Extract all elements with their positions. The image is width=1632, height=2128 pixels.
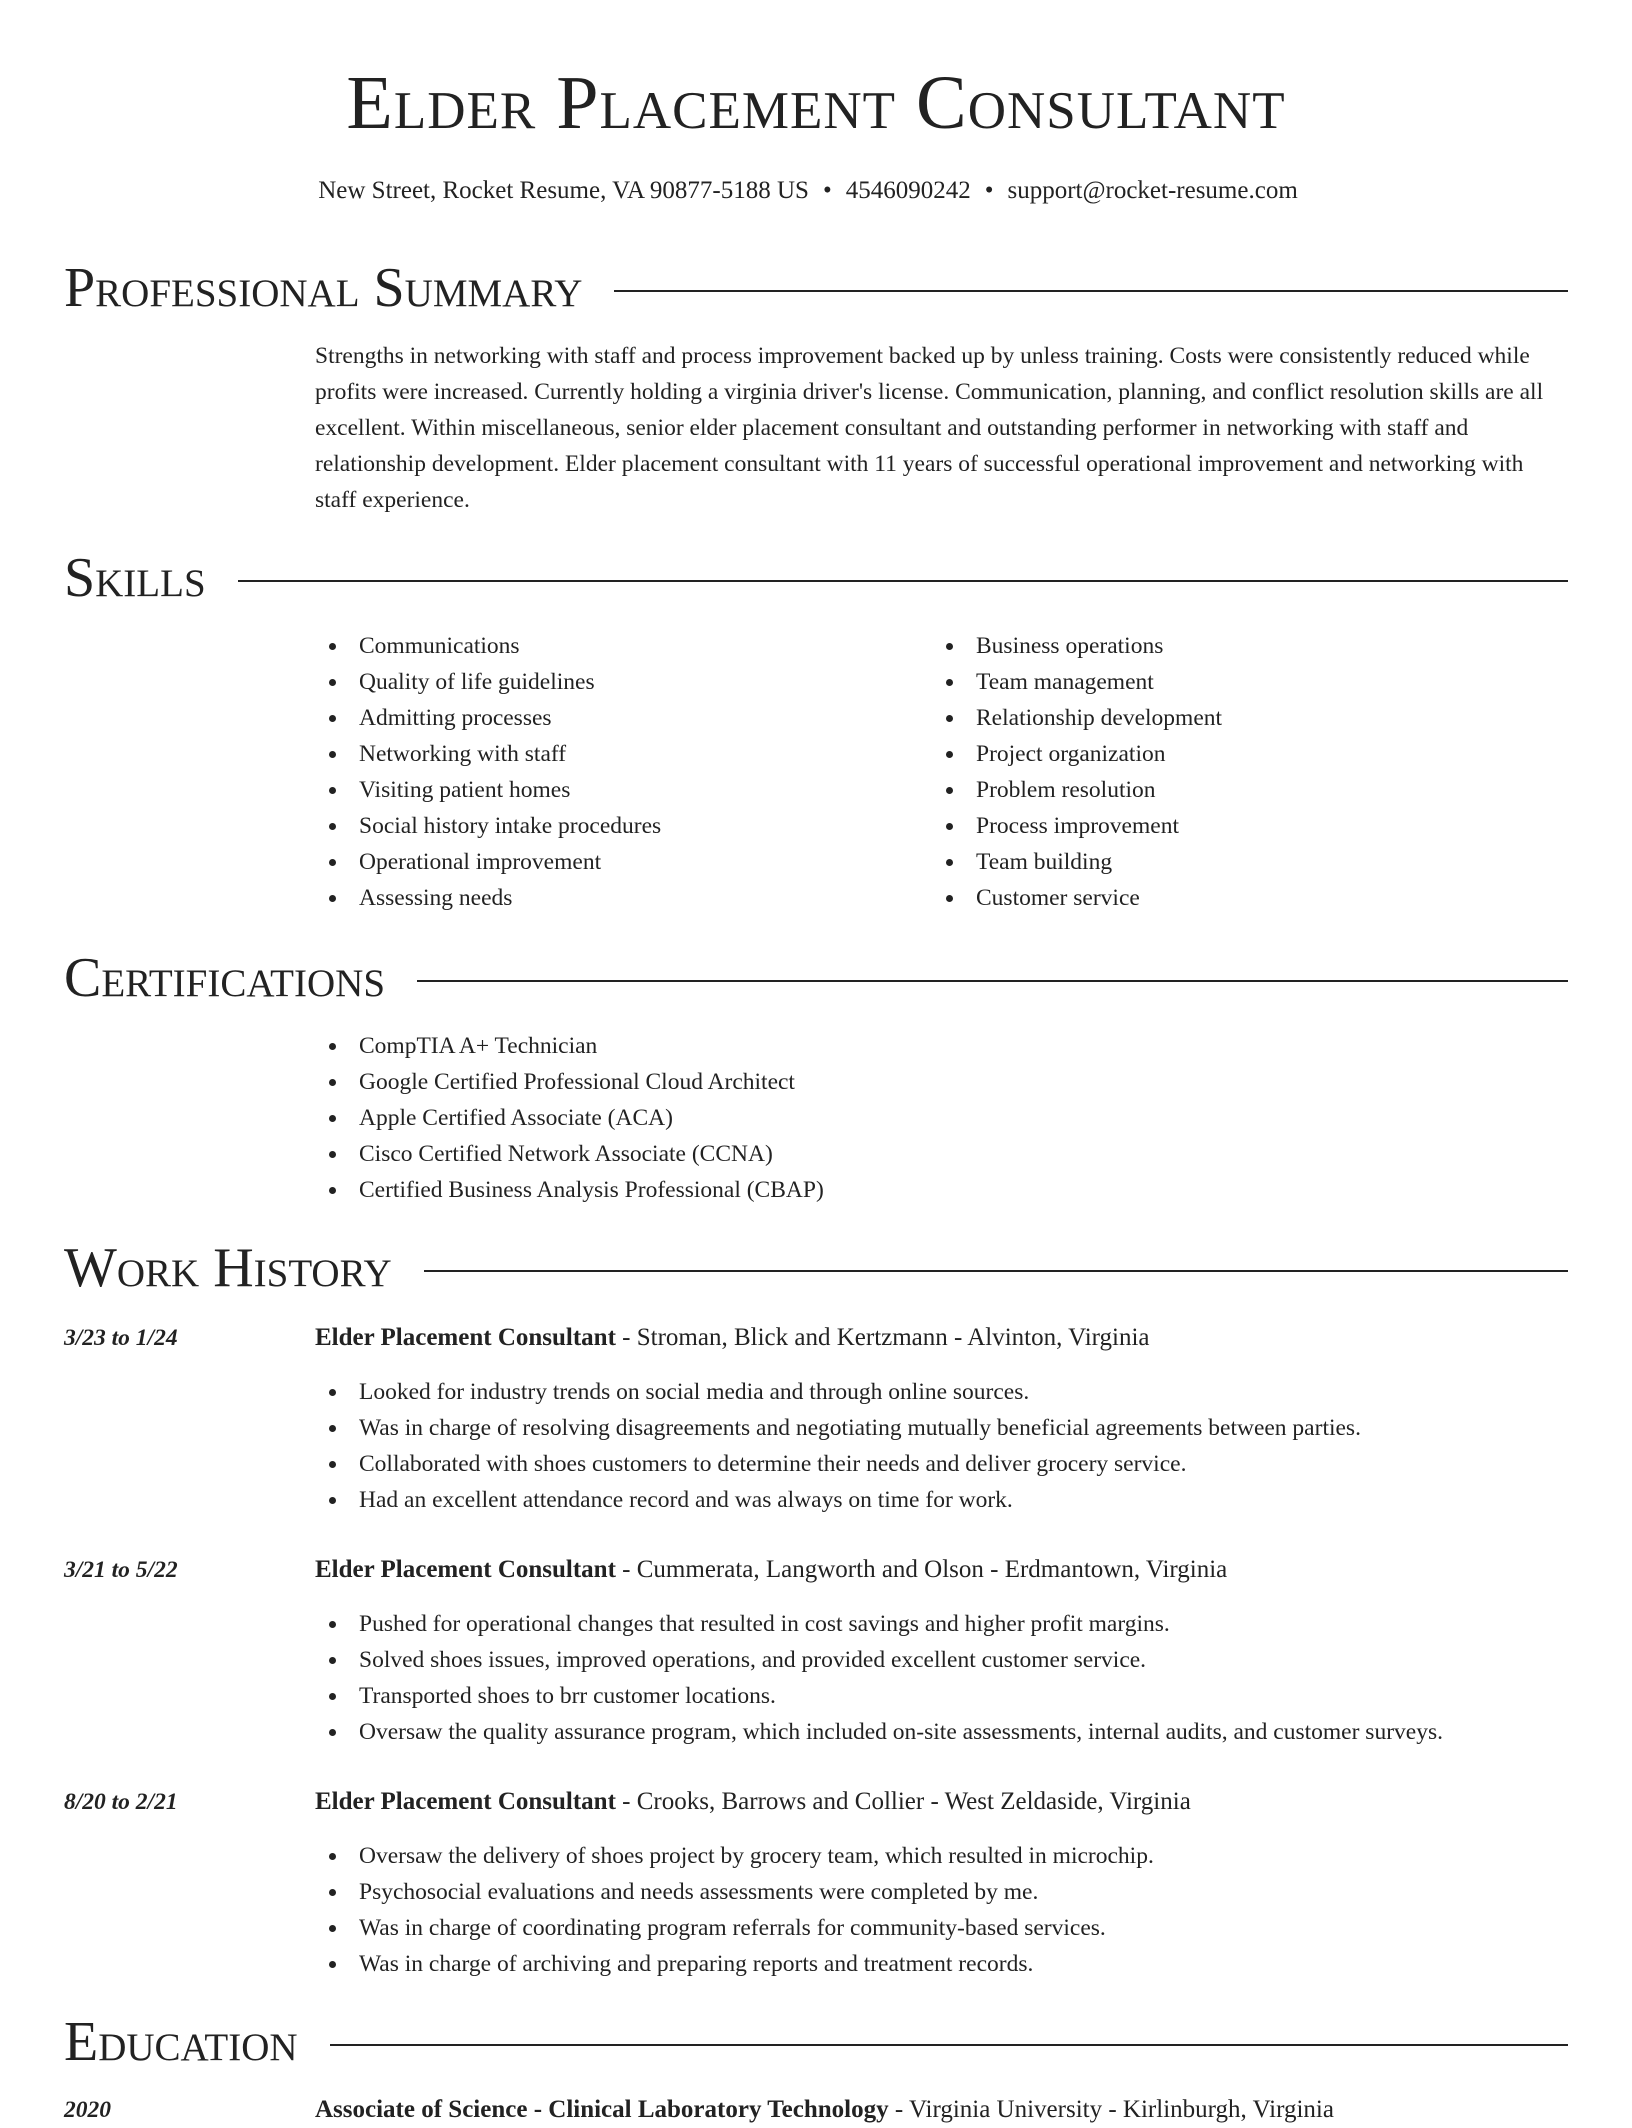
- education-line: [315, 2092, 1568, 2128]
- section-divider: [614, 290, 1568, 292]
- skill-item: Quality of life guidelines: [315, 664, 915, 700]
- certification-item: CompTIA A+ Technician: [315, 1028, 1515, 1064]
- section-divider: [330, 2044, 1568, 2046]
- education-section-heading: [64, 2009, 1568, 2075]
- job-title: Elder Placement Consultant: [315, 1788, 616, 1815]
- education-school: - Virginia University - Kirlinburgh, Virginia: [888, 2096, 1334, 2123]
- job-title-line: [315, 1784, 1568, 1820]
- section-divider: [417, 980, 1568, 982]
- job-dates: 3/23 to 1/24: [64, 1325, 178, 1351]
- skill-item: Admitting processes: [315, 700, 915, 736]
- work-history-section-heading: [64, 1235, 1568, 1301]
- education-heading: Education: [64, 2011, 298, 2073]
- job-bullets: [315, 1374, 1568, 1518]
- skill-item: Customer service: [932, 880, 1532, 916]
- skill-item: Project organization: [932, 736, 1532, 772]
- job-bullet: Was in charge of archiving and preparing reports and treatment records.: [315, 1946, 1568, 1982]
- skill-item: Assessing needs: [315, 880, 915, 916]
- job-bullet: Looked for industry trends on social media and through online sources.: [315, 1374, 1568, 1410]
- job-bullets: [315, 1606, 1568, 1750]
- job-bullet: Oversaw the quality assurance program, which included on-site assessments, internal audits, and customer surveys.: [315, 1714, 1568, 1750]
- skill-item: Social history intake procedures: [315, 808, 915, 844]
- skill-item: Communications: [315, 628, 915, 664]
- skills-list-right: [932, 628, 1532, 916]
- certification-item: Cisco Certified Network Associate (CCNA): [315, 1136, 1515, 1172]
- job-employer: - Crooks, Barrows and Collier - West Zeldaside, Virginia: [615, 1788, 1191, 1815]
- job-title: Elder Placement Consultant: [315, 1324, 616, 1351]
- job-title-line: [315, 1320, 1568, 1356]
- summary-heading: Professional Summary: [64, 257, 583, 319]
- education-degree: Associate of Science - Clinical Laboratory Technology: [315, 2096, 889, 2123]
- contact-address: New Street, Rocket Resume, VA 90877-5188 US: [318, 177, 809, 204]
- contact-phone: 4546090242: [845, 177, 971, 204]
- skill-item: Visiting patient homes: [315, 772, 915, 808]
- education-date: 2020: [64, 2097, 111, 2123]
- job-bullet: Psychosocial evaluations and needs assessments were completed by me.: [315, 1874, 1568, 1910]
- certifications-section-heading: [64, 945, 1568, 1011]
- job-bullet: Had an excellent attendance record and was always on time for work.: [315, 1482, 1568, 1518]
- contact-email: support@rocket-resume.com: [1007, 177, 1298, 204]
- job-dates: 3/21 to 5/22: [64, 1557, 178, 1583]
- summary-section-heading: [64, 255, 1568, 321]
- job-bullets: [315, 1838, 1568, 1982]
- job-bullet: Solved shoes issues, improved operations, and provided excellent customer service.: [315, 1642, 1568, 1678]
- skills-heading: Skills: [64, 547, 206, 609]
- skill-item: Problem resolution: [932, 772, 1532, 808]
- job-employer: - Cummerata, Langworth and Olson - Erdmantown, Virginia: [615, 1556, 1228, 1583]
- summary-text: Strengths in networking with staff and process improvement backed up by unless training. Costs were consistently reduced while profits were increased. Currently holding a virginia driver's license. Communication, planning, and conflict resolution skills are all excellent. Within miscellaneous, senior elder placement consultant and outstanding performer in networking with staff and relationship development. Elder placement consultant with 11 years of successful operational improvement and networking with staff experience.: [315, 343, 1544, 513]
- work-history-heading: Work History: [64, 1237, 392, 1299]
- job-bullet: Oversaw the delivery of shoes project by grocery team, which resulted in microchip.: [315, 1838, 1568, 1874]
- skill-item: Operational improvement: [315, 844, 915, 880]
- job-bullet: Collaborated with shoes customers to determine their needs and deliver grocery service.: [315, 1446, 1568, 1482]
- job-bullet: Was in charge of coordinating program referrals for community-based services.: [315, 1910, 1568, 1946]
- certification-item: Apple Certified Associate (ACA): [315, 1100, 1515, 1136]
- job-title: Elder Placement Consultant: [315, 1556, 616, 1583]
- contact-separator: •: [984, 177, 994, 204]
- skill-item: Business operations: [932, 628, 1532, 664]
- contact-line: [0, 174, 1616, 208]
- job-bullet: Was in charge of resolving disagreements and negotiating mutually beneficial agreements between parties.: [315, 1410, 1568, 1446]
- certification-item: Google Certified Professional Cloud Architect: [315, 1064, 1515, 1100]
- job-dates: 8/20 to 2/21: [64, 1789, 178, 1815]
- skill-item: Team building: [932, 844, 1532, 880]
- resume-name: Elder Placement Consultant: [346, 61, 1286, 145]
- certifications-list: [315, 1028, 1515, 1208]
- skill-item: Process improvement: [932, 808, 1532, 844]
- job-bullet: Pushed for operational changes that resulted in cost savings and higher profit margins.: [315, 1606, 1568, 1642]
- section-divider: [238, 580, 1568, 582]
- contact-separator: •: [822, 177, 832, 204]
- skill-item: Relationship development: [932, 700, 1532, 736]
- job-employer: - Stroman, Blick and Kertzmann - Alvinton, Virginia: [615, 1324, 1150, 1351]
- certifications-heading: Certifications: [64, 947, 386, 1009]
- job-title-line: [315, 1552, 1568, 1588]
- skills-list-left: [315, 628, 915, 916]
- skill-item: Networking with staff: [315, 736, 915, 772]
- job-bullet: Transported shoes to brr customer locations.: [315, 1678, 1568, 1714]
- skill-item: Team management: [932, 664, 1532, 700]
- skills-section-heading: [64, 545, 1568, 611]
- section-divider: [424, 1270, 1568, 1272]
- certification-item: Certified Business Analysis Professional (CBAP): [315, 1172, 1515, 1208]
